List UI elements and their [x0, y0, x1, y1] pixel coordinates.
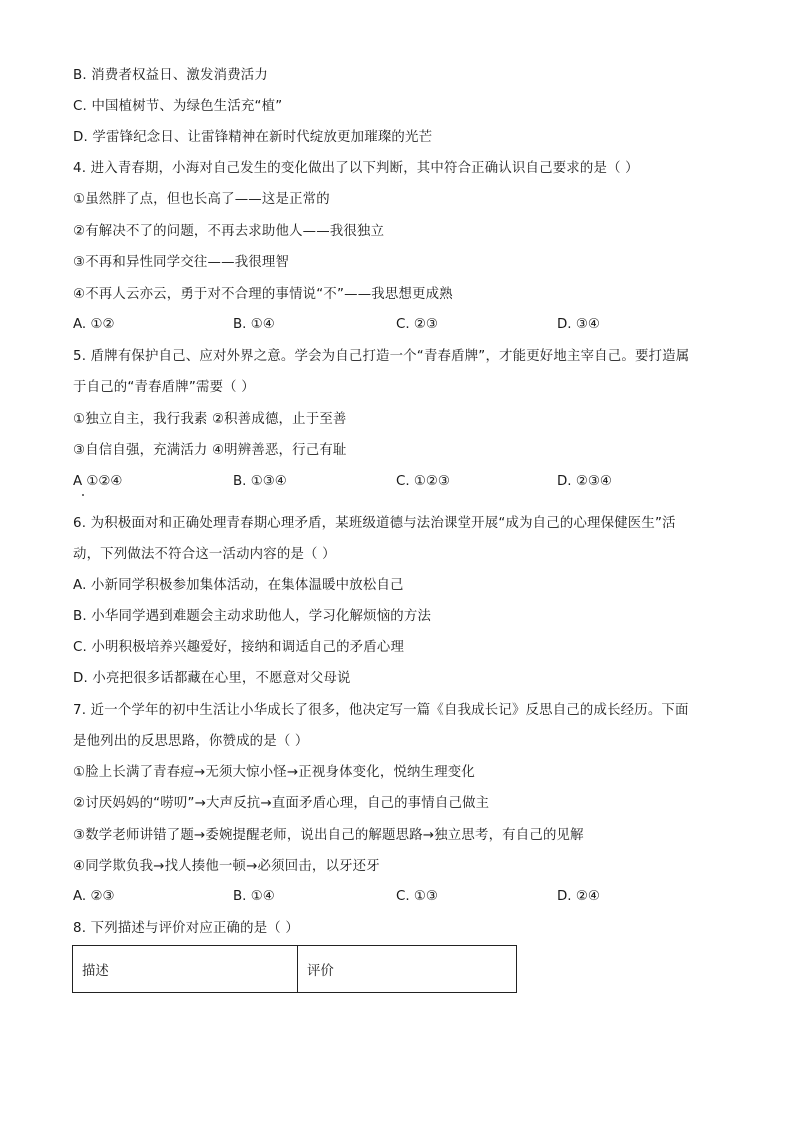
table-header-description: 描述 — [73, 946, 298, 993]
q7-stem-line1: 7. 近一个学年的初中生活让小华成长了很多，他决定写一篇《自我成长记》反思自己的成长经历。下面 — [73, 703, 689, 718]
q4-option-c: C. ②③ — [396, 317, 438, 332]
q4-option-b: B. ①④ — [233, 317, 275, 332]
q5-option-d: D. ②③④ — [557, 474, 612, 489]
table-row — [73, 946, 517, 993]
q7-statement-2: ②讨厌妈妈的“唠叨”→大声反抗→直面矛盾心理，自己的事情自己做主 — [73, 796, 490, 811]
q5-stem-line2: 于自己的“青春盾牌”需要（ ） — [73, 380, 255, 395]
table-header-evaluation: 评价 — [298, 946, 517, 993]
q4-option-a: A. ①② — [73, 317, 115, 332]
q4-statement-3: ③不再和异性同学交往——我很理智 — [73, 255, 290, 270]
q7-option-a: A. ②③ — [73, 889, 115, 904]
q7-option-b: B. ①④ — [233, 889, 275, 904]
q5-option-a: A ①②④ — [73, 474, 123, 489]
q5-stem-line1: 5. 盾牌有保护自己、应对外界之意。学会为自己打造一个“青春盾牌”，才能更好地主宰自己。要打造属 — [73, 349, 690, 364]
q5-statements-1-2: ①独立自主，我行我素 ②积善成德，止于至善 — [73, 412, 347, 427]
q6-stem-line2: 动，下列做法不符合这一活动内容的是（ ） — [73, 547, 336, 562]
q4-statement-4: ④不再人云亦云，勇于对不合理的事情说“不”——我思想更成熟 — [73, 287, 453, 302]
q5-statements-3-4: ③自信自强，充满活力 ④明辨善恶，行己有耻 — [73, 443, 347, 458]
q5-option-b: B. ①③④ — [233, 474, 287, 489]
q7-statement-4: ④同学欺负我→找人揍他一顿→必须回击，以牙还牙 — [73, 859, 380, 874]
q6-option-d: D. 小亮把很多话都藏在心里，不愿意对父母说 — [73, 671, 351, 686]
q7-option-d: D. ②④ — [557, 889, 600, 904]
q8-stem: 8. 下列描述与评价对应正确的是（ ） — [73, 921, 299, 936]
q7-statement-3: ③数学老师讲错了题→委婉提醒老师，说出自己的解题思路→独立思考，有自己的见解 — [73, 828, 584, 843]
q4-statement-2: ②有解决不了的问题，不再去求助他人——我很独立 — [73, 224, 385, 239]
q5-option-c: C. ①②③ — [396, 474, 450, 489]
q3-option-c: C. 中国植树节、为绿色生活充“植” — [73, 99, 283, 114]
q7-stem-line2: 是他列出的反思思路，你赞成的是（ ） — [73, 734, 309, 749]
stray-dot — [82, 494, 84, 496]
q4-statement-1: ①虽然胖了点，但也长高了——这是正常的 — [73, 192, 330, 207]
q6-option-c: C. 小明积极培养兴趣爱好，接纳和调适自己的矛盾心理 — [73, 640, 405, 655]
q8-table — [72, 945, 517, 993]
q3-option-d: D. 学雷锋纪念日、让雷锋精神在新时代绽放更加璀璨的光芒 — [73, 130, 433, 145]
q4-option-d: D. ③④ — [557, 317, 600, 332]
q6-option-b: B. 小华同学遇到难题会主动求助他人，学习化解烦恼的方法 — [73, 609, 432, 624]
q4-stem: 4. 进入青春期，小海对自己发生的变化做出了以下判断，其中符合正确认识自己要求的是（ ） — [73, 161, 639, 176]
q3-option-b: B. 消费者权益日、激发消费活力 — [73, 68, 268, 83]
q7-option-c: C. ①③ — [396, 889, 438, 904]
q7-statement-1: ①脸上长满了青春痘→无须大惊小怪→正视身体变化，悦纳生理变化 — [73, 765, 475, 780]
q6-stem-line1: 6. 为积极面对和正确处理青春期心理矛盾，某班级道德与法治课堂开展“成为自己的心理保健医生”活 — [73, 516, 676, 531]
q6-option-a: A. 小新同学积极参加集体活动，在集体温暖中放松自己 — [73, 578, 404, 593]
